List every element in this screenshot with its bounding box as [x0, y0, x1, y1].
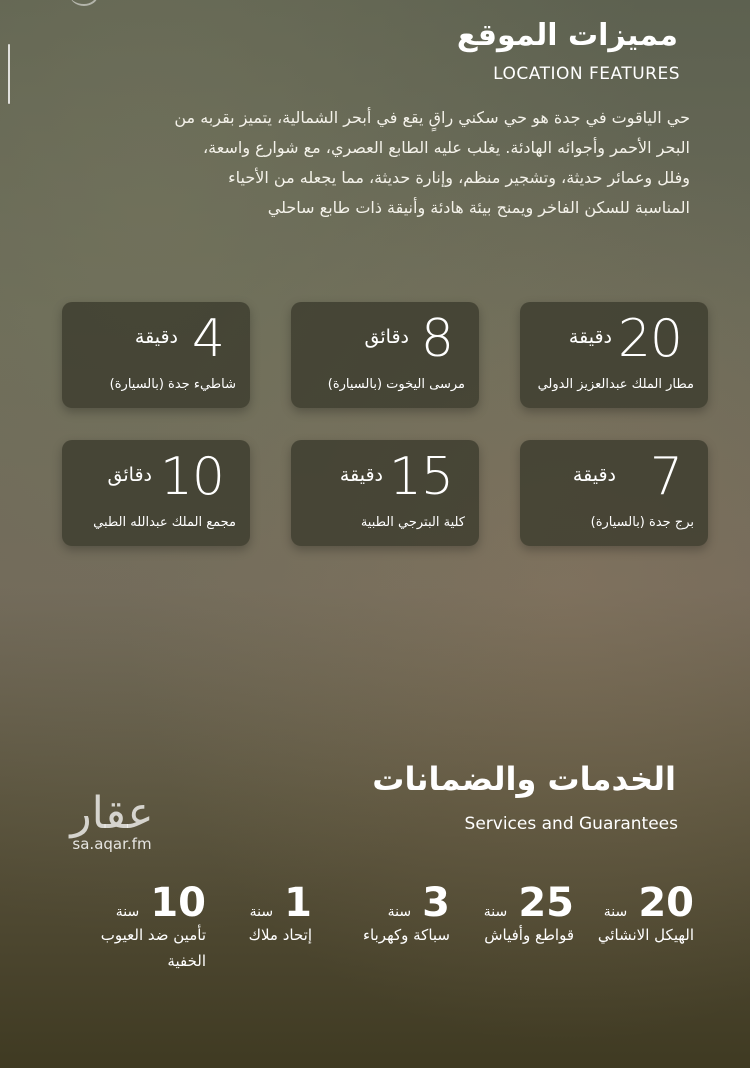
description-line: حي الياقوت في جدة هو حي سكني راقٍ يقع في أبحر الشمالية، يتميز بقربه من: [174, 108, 690, 127]
description-line: المناسبة للسكن الفاخر ويمنح بيئة هادئة وأنيقة ذات طابع ساحلي: [267, 198, 690, 217]
card-unit: دقيقة: [568, 326, 612, 348]
feature-card-airport: [520, 302, 708, 408]
guarantee-number: 3: [422, 880, 450, 926]
guarantee-number: 10: [150, 880, 206, 926]
guarantee-plumbing: [363, 878, 450, 948]
card-number: 15: [388, 447, 453, 507]
location-title: مميزات الموقع: [456, 18, 678, 53]
card-number: 8: [420, 309, 453, 369]
card-unit: دقيقة: [134, 326, 178, 348]
card-unit: دقيقة: [339, 464, 383, 486]
card-number: 20: [617, 309, 682, 369]
guarantee-unit: سنة: [387, 904, 412, 920]
services-title: الخدمات والضمانات: [372, 760, 676, 798]
guarantee-number: 1: [284, 880, 312, 926]
guarantee-label: الهيكل الانشائي: [597, 926, 694, 944]
corner-decoration: [70, 0, 98, 6]
logo-url: sa.aqar.fm: [72, 835, 152, 853]
feature-card-college: [291, 440, 479, 546]
guarantee-unit: سنة: [115, 904, 140, 920]
description-line: وفلل وعمائر حديثة، وتشجير منظم، وإنارة حديثة، مما يجعله من الأحياء: [228, 168, 690, 187]
card-unit: دقيقة: [572, 464, 616, 486]
guarantee-defects-insurance: [101, 878, 206, 974]
guarantee-unit: سنة: [249, 904, 274, 920]
guarantee-label: سباكة وكهرباء: [363, 926, 450, 944]
guarantee-structure: [598, 878, 694, 948]
guarantee-unit: سنة: [603, 904, 628, 920]
description-line: البحر الأحمر وأجوائه الهادئة. يغلب عليه الطابع العصري، مع شوارع واسعة،: [203, 138, 690, 157]
guarantee-switches: [484, 878, 574, 948]
card-unit: دقائق: [107, 464, 152, 486]
card-number: 7: [649, 447, 682, 507]
guarantee-number: 25: [518, 880, 574, 926]
card-label: برج جدة (بالسيارة): [590, 515, 694, 530]
guarantee-label: قواطع وأفياش: [484, 926, 574, 944]
feature-card-tower: [520, 440, 708, 546]
guarantee-label-line2: الخفية: [167, 952, 206, 970]
feature-card-medical: [62, 440, 250, 546]
guarantee-label: تأمين ضد العيوب: [100, 926, 206, 944]
card-label: مطار الملك عبدالعزيز الدولي: [537, 377, 694, 392]
guarantee-label: إتحاد ملاك: [248, 926, 312, 944]
location-subtitle: LOCATION FEATURES: [493, 64, 680, 84]
edge-indicator: [8, 44, 10, 104]
location-description: [130, 103, 690, 223]
card-label: شاطيء جدة (بالسيارة): [109, 377, 236, 392]
logo-word: عقار: [70, 788, 154, 839]
feature-card-beach: [62, 302, 250, 408]
guarantee-owners-union: [249, 878, 312, 948]
feature-card-marina: [291, 302, 479, 408]
card-label: مجمع الملك عبدالله الطبي: [93, 515, 236, 530]
services-subtitle: Services and Guarantees: [464, 814, 678, 834]
card-number: 10: [159, 447, 224, 507]
card-label: مرسى اليخوت (بالسيارة): [327, 377, 465, 392]
card-unit: دقائق: [364, 326, 409, 348]
guarantee-unit: سنة: [483, 904, 508, 920]
guarantee-number: 20: [638, 880, 694, 926]
aqar-logo: [52, 788, 172, 853]
card-label: كلية البترجي الطبية: [360, 515, 465, 530]
card-number: 4: [191, 309, 224, 369]
